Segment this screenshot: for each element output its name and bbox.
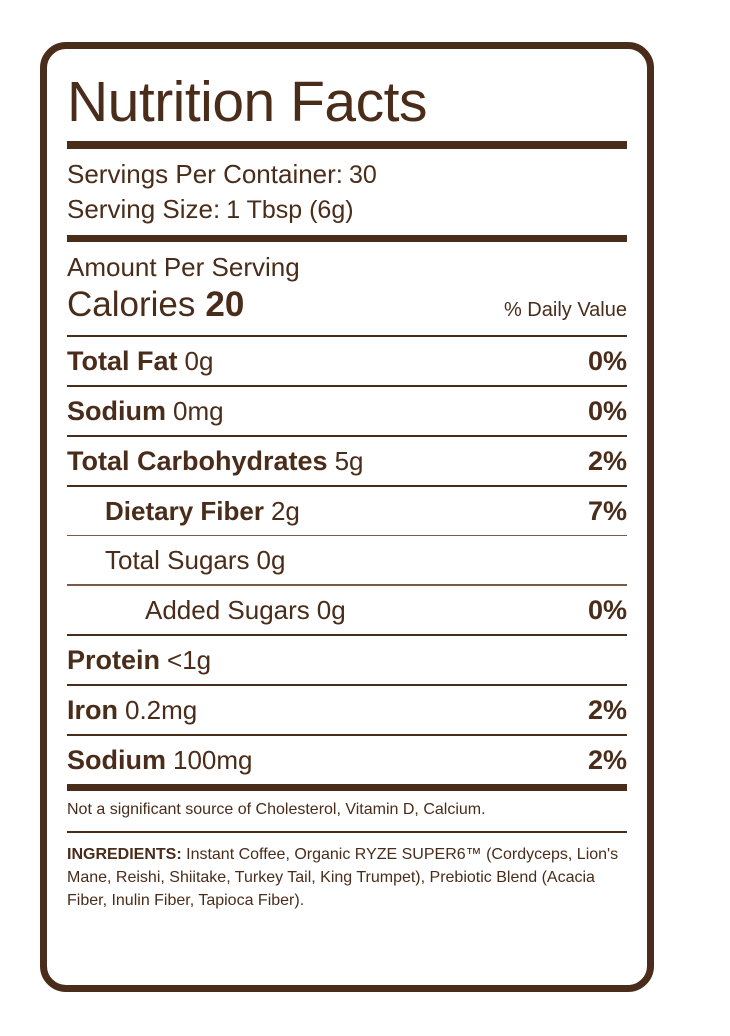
nutrient-name: Total Fat (67, 345, 178, 376)
nutrition-facts-panel (40, 42, 654, 992)
nutrient-row (67, 387, 627, 435)
divider-medium-footnote (67, 784, 627, 791)
nutrient-amount: 2g (270, 495, 300, 526)
nutrient-daily-value: 0% (587, 345, 627, 376)
nutrient-daily-value: 0% (587, 395, 627, 426)
divider-thick-top (67, 141, 627, 149)
amount-per-serving-label: Amount Per Serving (67, 251, 300, 282)
nutrient-row (67, 736, 627, 784)
calories-value: 20 (205, 284, 245, 324)
nutrient-amount: <1g (167, 644, 212, 675)
nutrient-name: Protein (67, 644, 161, 675)
nutrient-amount: 0.2mg (125, 694, 198, 725)
divider-medium-serving (67, 235, 627, 242)
servings-per-container-label: Servings Per Container: (67, 158, 344, 189)
ingredients-text: Instant Coffee, Organic RYZE SUPER6™ (Cordyceps, Lion's Mane, Reishi, Shiitake, Turkey Tail, King Trumpet), Prebiotic Blend (Acacia Fiber, Inulin Fiber, Tapioca Fiber). (67, 845, 619, 909)
nutrient-name: Sodium (67, 744, 166, 775)
serving-size-row (67, 192, 627, 235)
servings-per-container-value: 30 (349, 160, 377, 189)
nutrient-row (67, 586, 627, 634)
ingredients-block (67, 833, 627, 913)
nutrient-amount: 100mg (173, 744, 253, 775)
nutrient-row (67, 636, 627, 684)
nutrient-daily-value: 2% (587, 694, 627, 725)
nutrient-row (67, 686, 627, 734)
nutrient-amount: 5g (334, 445, 364, 476)
nutrient-daily-value: 2% (587, 445, 627, 476)
nutrient-name: Added Sugars (145, 594, 310, 625)
nutrient-daily-value: 7% (587, 495, 627, 526)
nutrient-row (67, 337, 627, 385)
page-title: Nutrition Facts (67, 70, 427, 134)
nutrient-row (67, 437, 627, 485)
serving-size-value: 1 Tbsp (6g) (226, 195, 354, 224)
nutrient-amount: 0g (256, 545, 286, 576)
nutrient-daily-value: 0% (587, 594, 627, 625)
nutrient-name: Total Sugars (105, 545, 250, 576)
calories-label: Calories (67, 284, 196, 324)
nutrient-name: Iron (67, 694, 118, 725)
nutrient-name: Total Carbohydrates (67, 445, 328, 476)
nutrient-amount: 0g (184, 345, 214, 376)
ingredients-label: INGREDIENTS: (67, 845, 182, 863)
nutrient-name: Dietary Fiber (105, 495, 264, 526)
nutrient-amount: 0g (316, 594, 346, 625)
nutrition-facts-content (67, 59, 627, 975)
nutrient-amount: 0mg (173, 395, 224, 426)
nutrient-name: Sodium (67, 395, 166, 426)
servings-per-container-row (67, 149, 627, 192)
nutrient-daily-value: 2% (587, 744, 627, 775)
nutrient-row (67, 487, 627, 535)
daily-value-header: % Daily Value (503, 298, 627, 321)
footnote-text: Not a significant source of Cholesterol, Vitamin D, Calcium. (67, 800, 486, 818)
nutrient-row (67, 536, 627, 584)
calories-row (67, 285, 627, 335)
serving-size-label: Serving Size: (67, 193, 221, 224)
